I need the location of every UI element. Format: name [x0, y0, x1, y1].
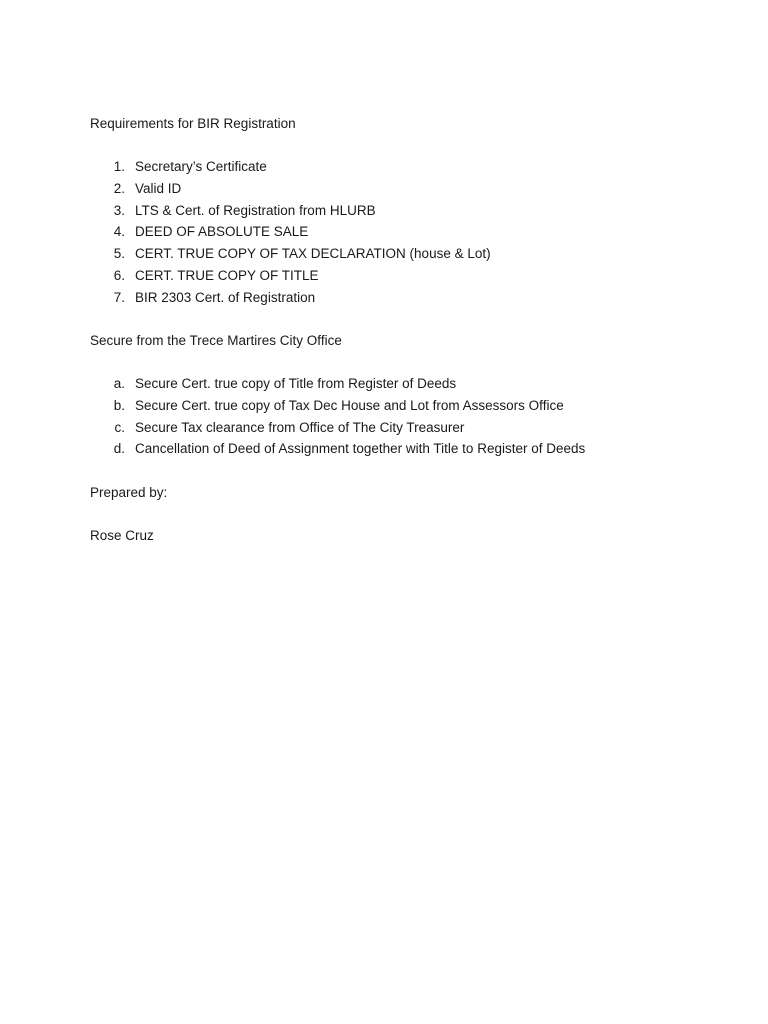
- list-item: [90, 373, 710, 395]
- list-item: [90, 265, 710, 287]
- list-item: [90, 243, 710, 265]
- list-item: [90, 156, 710, 178]
- list-marker: 4.: [113, 224, 125, 240]
- list-item-text: Cancellation of Deed of Assignment together with Title to Register of Deeds: [135, 441, 586, 457]
- list-item-text: BIR 2303 Cert. of Registration: [135, 289, 316, 305]
- secure-list: [90, 373, 710, 460]
- list-item: [90, 438, 710, 460]
- list-item-text: Secure Tax clearance from Office of The City Treasurer: [135, 419, 465, 435]
- list-marker: d.: [113, 441, 125, 457]
- list-marker: b.: [113, 397, 125, 413]
- preparer-name: Rose Cruz: [90, 528, 154, 544]
- list-marker: 2.: [113, 181, 125, 197]
- secure-heading: Secure from the Trece Martires City Office: [90, 332, 342, 348]
- list-marker: 6.: [113, 267, 125, 283]
- list-item-text: Secure Cert. true copy of Tax Dec House and Lot from Assessors Office: [135, 397, 564, 413]
- list-item-text: CERT. TRUE COPY OF TAX DECLARATION (house & Lot): [135, 246, 491, 262]
- list-marker: a.: [113, 376, 125, 392]
- list-marker: c.: [114, 419, 125, 435]
- spacer: [90, 308, 710, 330]
- document-heading: Requirements for BIR Registration: [90, 116, 296, 131]
- list-item-text: LTS & Cert. of Registration from HLURB: [135, 202, 376, 218]
- list-marker: 7.: [113, 289, 125, 305]
- prepared-by-label: Prepared by:: [90, 484, 168, 500]
- list-item: [90, 178, 710, 200]
- list-marker: 3.: [113, 202, 125, 218]
- list-item: [90, 417, 710, 439]
- list-item: [90, 221, 710, 243]
- list-marker: 1.: [113, 159, 125, 175]
- list-item-text: Valid ID: [135, 181, 182, 197]
- list-item-text: Secure Cert. true copy of Title from Register of Deeds: [135, 376, 457, 392]
- document-body: [90, 113, 710, 547]
- list-item: [90, 200, 710, 222]
- list-item: [90, 395, 710, 417]
- list-item-text: CERT. TRUE COPY OF TITLE: [135, 267, 319, 283]
- spacer: [90, 503, 710, 525]
- spacer: [90, 352, 710, 374]
- spacer: [90, 135, 710, 157]
- list-item: [90, 287, 710, 309]
- spacer: [90, 460, 710, 482]
- list-item-text: Secretary’s Certificate: [135, 159, 267, 175]
- requirements-list: [90, 156, 710, 308]
- list-marker: 5.: [113, 246, 125, 262]
- list-item-text: DEED OF ABSOLUTE SALE: [135, 224, 309, 240]
